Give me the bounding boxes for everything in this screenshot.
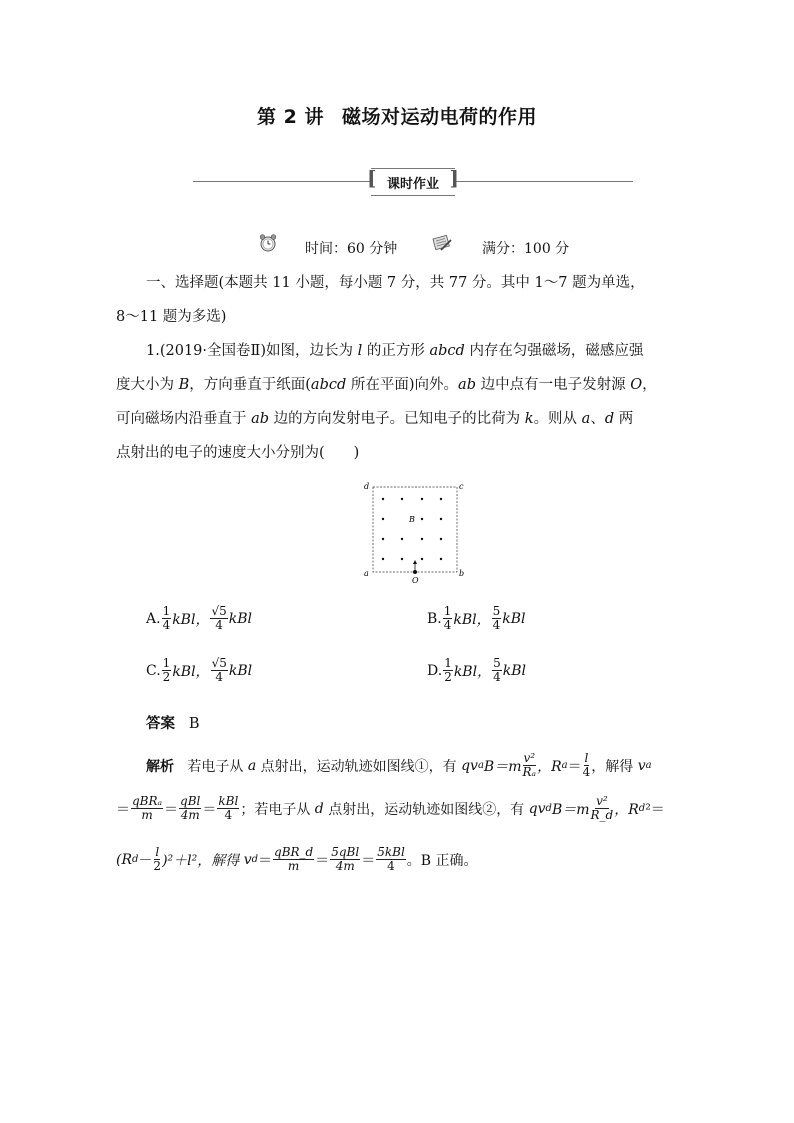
answer-value: B [188, 716, 200, 732]
answer-label: 答案 [146, 716, 175, 732]
section-line-2: 8～11 题为多选) [116, 309, 227, 325]
question-line-4: 点射出的电子的速度大小分别为( ) [116, 445, 360, 461]
explanation-line-2: ＝ $\frac{\text{qBRₐ}}{m}$ ＝ $\frac{\text{qBl}}{4m}$ ＝ $\frac{\text{kBl}}{4}$ ；若电子从 d 点射出，运动轨迹如图线②，有 qv d B＝m $\frac{\text{v²}}{R\_d}$ ，R d ²＝ [116, 794, 665, 822]
question-line-1: 1.(2019·全国卷Ⅱ)如图，边长为 l 的正方形 abcd 内存在匀强磁场，磁感应强 [146, 343, 644, 359]
lecture-title: 磁场对运动电荷的作用 [341, 106, 537, 128]
svg-text:O: O [412, 576, 419, 585]
field-dots [382, 498, 442, 560]
svg-text:c: c [459, 482, 464, 491]
full-score: 满分：100 分 [482, 241, 570, 257]
svg-text:a: a [364, 569, 369, 578]
svg-text:b: b [459, 569, 465, 578]
time-limit: 时间：60 分钟 [305, 241, 398, 257]
question-line-2: 度大小为 B，方向垂直于纸面(abcd 所在平面)向外。ab 边中点有一电子发射源 O， [116, 377, 657, 393]
divider-left [193, 181, 371, 182]
square-region [373, 487, 457, 572]
option-b[interactable]: B. $\frac{1}{4}$ kBl， $\frac{5}{4}$ kBl [427, 604, 526, 632]
divider-right [455, 181, 633, 182]
magnetic-field-figure [360, 480, 470, 590]
alarm-clock-icon [258, 233, 278, 257]
paper-pencil-icon [431, 232, 453, 256]
svg-text:B: B [409, 515, 415, 524]
explanation-line-3: (R d － $\frac{l}{2}$ )²＋l²，解得 v d ＝ $\frac{\text{qBR\_d}}{m}$ ＝ $\frac{\text{5qBl}}{4m}$ ＝ $\frac{\text{5kBl}}{4}$ 。B 正确。 [116, 845, 478, 873]
question-line-3: 可向磁场内沿垂直于 ab 边的方向发射电子。已知电子的比荷为 k。则从 a、d 两 [116, 411, 634, 427]
homework-badge: [ 课时作业 ] [371, 168, 455, 196]
option-d[interactable]: D. $\frac{1}{2}$ kBl， $\frac{5}{4}$ kBl [427, 656, 526, 684]
option-a[interactable]: A. $\frac{1}{4}$ kBl， $\frac{√5}{4}$ kBl [146, 604, 252, 632]
page-title [0, 102, 794, 129]
explanation-line-1: 解析 若电子从 a 点射出，运动轨迹如图线①，有 qv a B＝m $\frac{\text{v²}}{\text{Rₐ}}$ ，R a ＝ $\frac{l}{4}$ ，解得 v a [146, 751, 652, 779]
answer [146, 712, 199, 733]
option-c[interactable]: C. $\frac{1}{2}$ kBl， $\frac{√5}{4}$ kBl [146, 656, 253, 684]
svg-text:d: d [364, 482, 370, 491]
section-line-1: 一、选择题(本题共 11 小题，每小题 7 分，共 77 分。其中 1～7 题为单选， [146, 275, 645, 291]
badge-text: 课时作业 [386, 177, 439, 192]
lecture-number: 第 2 讲 [257, 106, 324, 128]
electron-source [413, 570, 417, 574]
